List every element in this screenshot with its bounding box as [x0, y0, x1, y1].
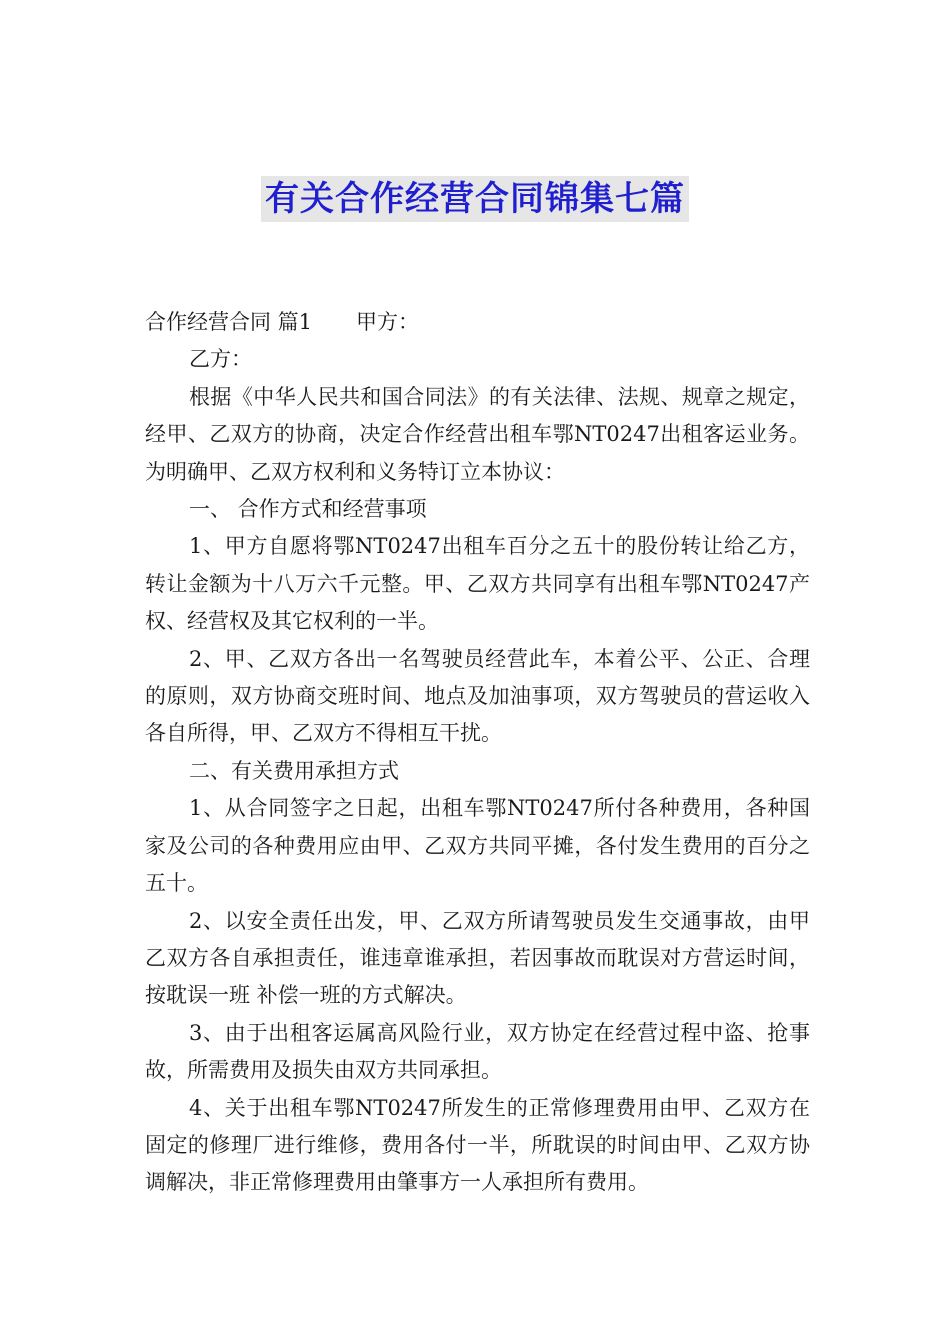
party-a-label: 甲方： — [356, 310, 420, 334]
document-body — [145, 304, 810, 1202]
paragraph-clause-2-3: 3、由于出租客运属高风险行业，双方协定在经营过程中盗、抢事故，所需费用及损失由双方共同承担。 — [145, 1020, 810, 1083]
section-heading: 合作经营合同 篇1 — [145, 310, 313, 334]
paragraph-clause-2-1: 1、从合同签字之日起，出租车鄂NT0247所付各种费用，各种国家及公司的各种费用应由甲、乙双方共同平摊，各付发生费用的百分之五十。 — [145, 796, 810, 896]
paragraph-clause-1-2: 2、甲、乙双方各出一名驾驶员经营此车，本着公平、公正、合理的原则，双方协商交班时间、地点及加油事项，双方驾驶员的营运收入各自所得，甲、乙双方不得相互干扰。 — [145, 646, 810, 746]
title-container — [0, 176, 950, 222]
paragraph-clause-1-1: 1、甲方自愿将鄂NT0247出租车百分之五十的股份转让给乙方，转让金额为十八万六千元整。甲、乙双方共同享有出租车鄂NT0247产权、经营权及其它权利的一半。 — [145, 534, 810, 634]
heading-cooperation: 一、 合作方式和经营事项 — [189, 497, 427, 522]
section-heading-line — [145, 304, 810, 341]
document-title: 有关合作经营合同锦集七篇 — [261, 176, 689, 222]
paragraph-preamble: 根据《中华人民共和国合同法》的有关法律、法规、规章之规定，经甲、乙双方的协商，决定合作经营出租车鄂NT0247出租客运业务。为明确甲、乙双方权利和义务特订立本协议： — [145, 384, 810, 484]
heading-costs: 二、有关费用承担方式 — [189, 758, 399, 783]
paragraph-clause-2-4: 4、关于出租车鄂NT0247所发生的正常修理费用由甲、乙双方在固定的修理厂进行维修，费用各付一半，所耽误的时间由甲、乙双方协调解决，非正常修理费用由肇事方一人承担所有费用。 — [145, 1095, 810, 1195]
party-b-label: 乙方： — [189, 347, 252, 372]
paragraph-clause-2-2: 2、以安全责任出发，甲、乙双方所请驾驶员发生交通事故，由甲乙双方各自承担责任，谁违章谁承担，若因事故而耽误对方营运时间，按耽误一班 补偿一班的方式解决。 — [145, 908, 810, 1008]
